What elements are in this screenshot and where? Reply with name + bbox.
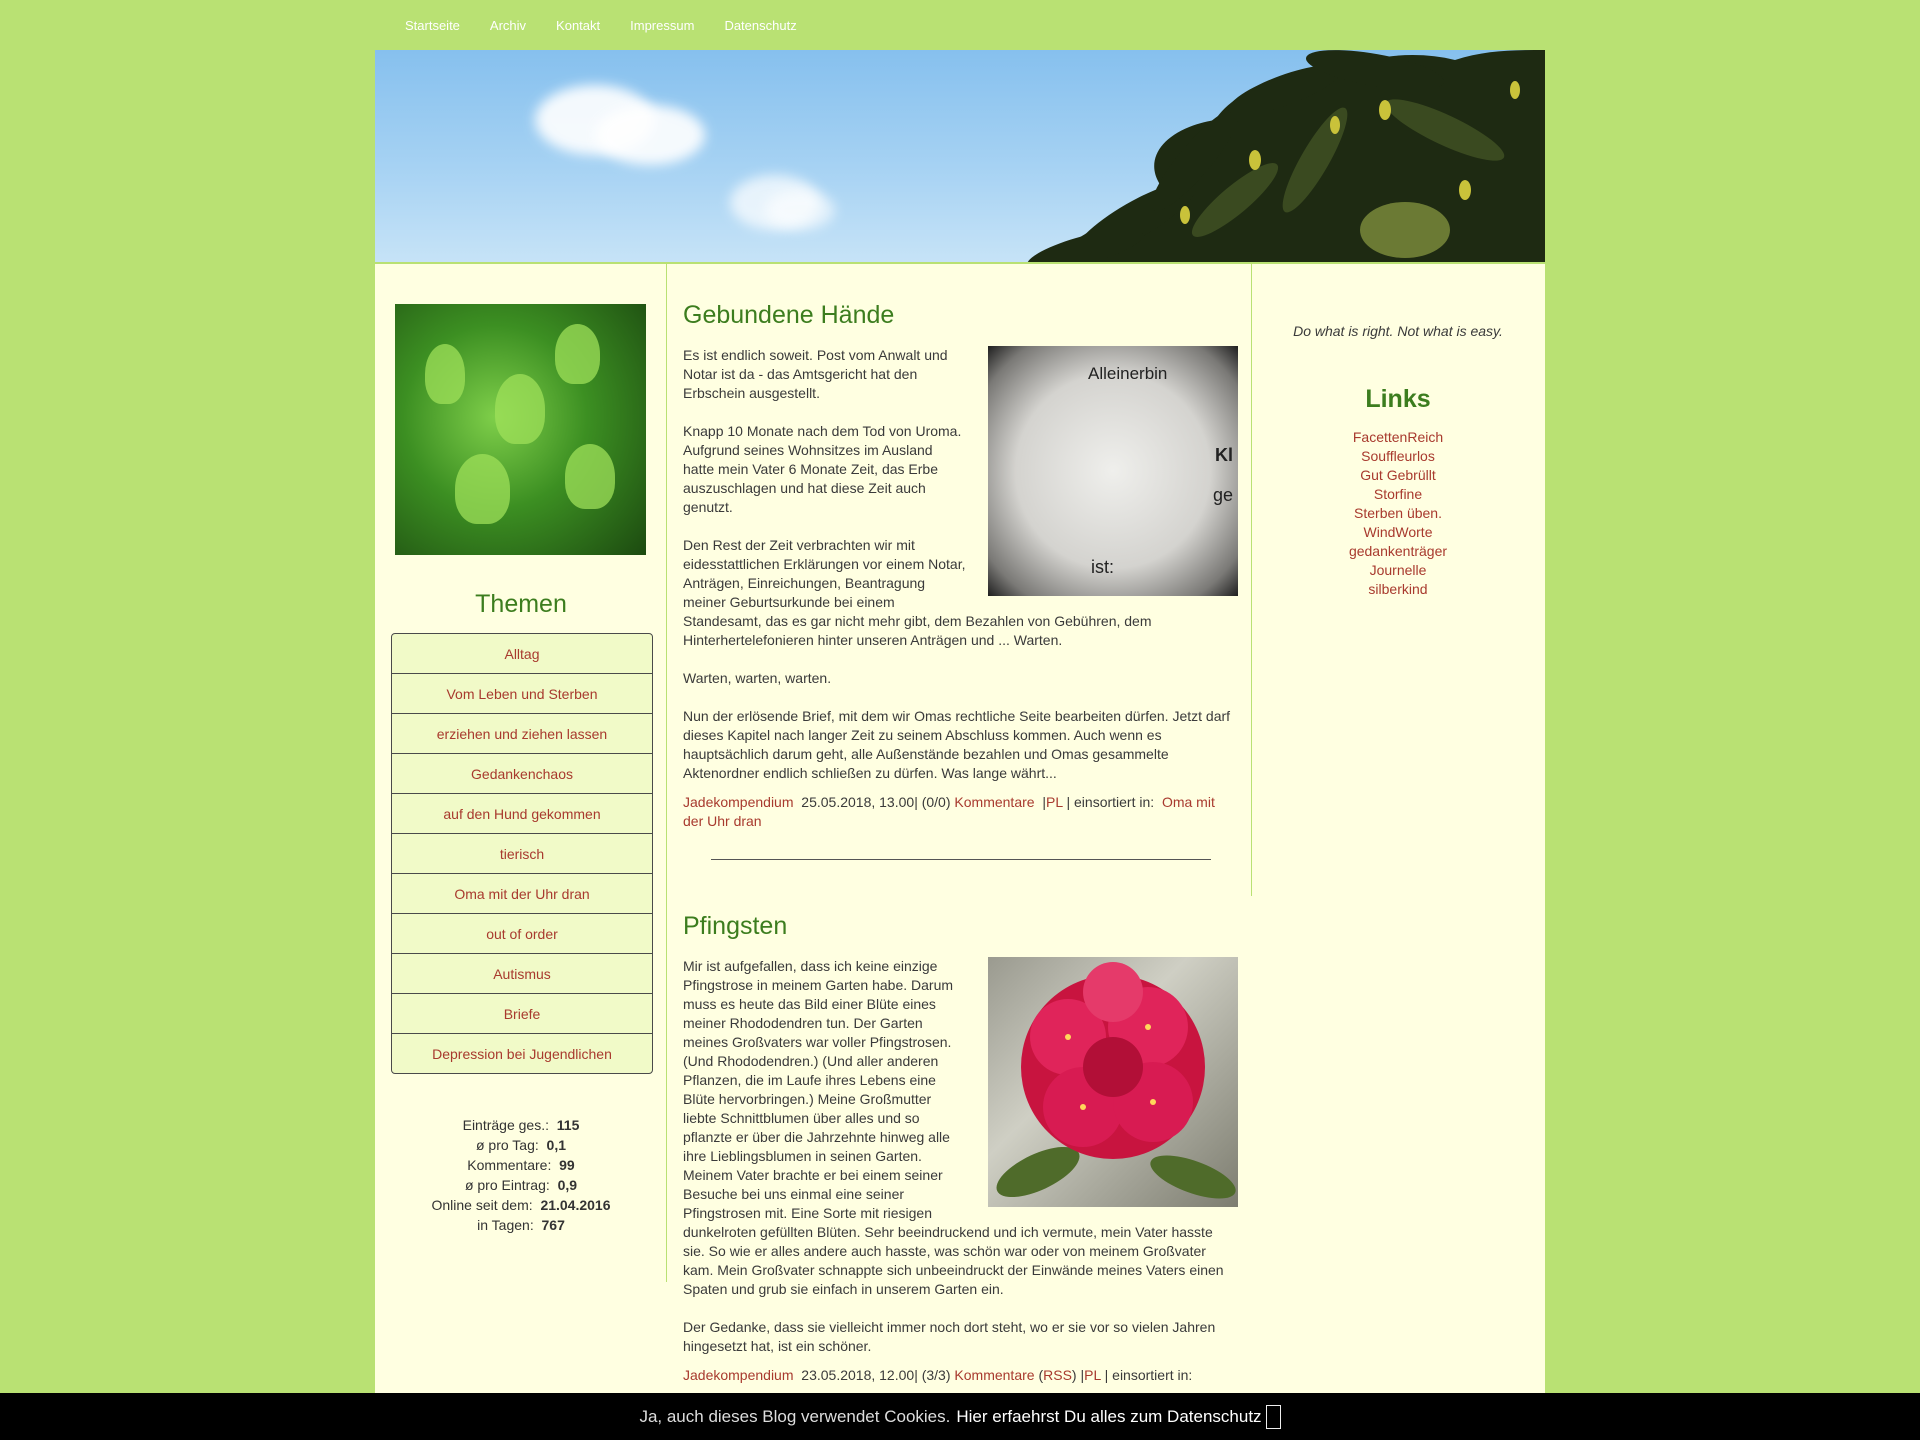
- themen-menu: [391, 633, 653, 1074]
- post-meta: Jadekompendium 25.05.2018, 13.00| (0/0) Kommentare |PL | einsortiert in: Oma mit der Uhr dran: [683, 794, 1215, 829]
- link-souffleurlos[interactable]: Souffleurlos: [1361, 448, 1435, 464]
- link-silberkind[interactable]: silberkind: [1368, 581, 1428, 597]
- post-title[interactable]: Pfingsten: [683, 912, 788, 940]
- post-paragraph: Den Rest der Zeit verbrachten wir mit eidesstattlichen Erklärungen vor einem Notar, Anträgen, Einreichungen, Beantragung meiner Geburtsurkunde bei einem Standesamt, das es gar nicht mehr gibt, dem Bezahlen von Gebühren, dem Hinterhertelefonieren hinter unseren Anträgen und ... Warten.: [683, 537, 1152, 648]
- image-text: Alleinerbin: [1088, 364, 1168, 383]
- stat-row: ø pro Tag: 0,1: [475, 1137, 567, 1153]
- themen-item-leben-sterben[interactable]: Vom Leben und Sterben: [392, 674, 652, 714]
- stat-row: in Tagen: 767: [477, 1217, 565, 1233]
- header-banner: [375, 50, 1545, 262]
- blog-stats: [391, 1115, 651, 1235]
- permalink[interactable]: PL: [1045, 794, 1063, 810]
- plant-detail: [455, 454, 510, 524]
- plant-detail: [565, 444, 615, 509]
- stat-row: Kommentare: 99: [467, 1157, 575, 1173]
- post-title[interactable]: Gebundene Hände: [683, 301, 895, 329]
- themen-item-hund[interactable]: auf den Hund gekommen: [392, 794, 652, 834]
- themen-item-gedankenchaos[interactable]: Gedankenchaos: [392, 754, 652, 794]
- stat-row: Online seit dem: 21.04.2016: [431, 1197, 611, 1213]
- post-meta: Jadekompendium 23.05.2018, 12.00| (3/3) Kommentare (RSS) |PL | einsortiert in:: [683, 1367, 1193, 1383]
- post-paragraph: Es ist endlich soweit. Post vom Anwalt und Notar ist da - das Amtsgericht hat den Erbschein ausgestellt.: [683, 347, 948, 401]
- themen-item-erziehen[interactable]: erziehen und ziehen lassen: [392, 714, 652, 754]
- post-author-link[interactable]: Jadekompendium: [683, 1367, 794, 1383]
- cloud: [765, 190, 835, 230]
- link-storfine[interactable]: Storfine: [1373, 486, 1423, 502]
- plant-detail: [555, 324, 600, 384]
- link-gut-gebruellt[interactable]: Gut Gebrüllt: [1360, 467, 1436, 483]
- image-text: ge: [1213, 485, 1234, 505]
- filed-label: einsortiert in:: [1112, 1367, 1193, 1383]
- nav-impressum[interactable]: Impressum: [630, 17, 695, 33]
- comment-count: (3/3): [921, 1367, 951, 1383]
- themen-item-alltag[interactable]: Alltag: [392, 634, 652, 674]
- post-image[interactable]: [988, 957, 1238, 1207]
- sidebar-quote: Do what is right. Not what is easy.: [1293, 323, 1503, 339]
- post-paragraph: Mir ist aufgefallen, dass ich keine einzige Pfingstrose in meinem Garten habe. Darum muss es heute das Bild einer Blüte eines meiner Rhododendren tun. Der Garten meines Großvaters war voller Pfingstrosen. (Und Rhododendren.) (Und aller anderen Pflanzen, die im Laufe ihres Lebens eine Blüte hervorbringen.) Meine Großmutter liebte Schnittblumen über alles und so pflanzte er über die Jahrzehnte hinweg alle ihre Lieblingsblumen in seinen Garten. Meinem Vater brachte er bei einem seiner Besuche bei uns einmal eine seiner Pfingstrosen mit. Eine Sorte mit riesigen dunkelroten gefüllten Blüten. Sehr beeindruckend und ich vermute, mein Vater hasste sie. So wie er alles andere auch hasste, was schön war oder von meinem Großvater kam. Mein Großvater schnappte sich unbeeindruckt der Einwände meines Vaters einen Spaten und grub sie einfach in unserem Garten ein.: [683, 958, 1224, 1297]
- post-paragraph: Warten, warten, warten.: [683, 670, 832, 686]
- themen-item-depression[interactable]: Depression bei Jugendlichen: [432, 1045, 612, 1062]
- filed-label: einsortiert in:: [1074, 794, 1155, 810]
- post-author-link[interactable]: Jadekompendium: [683, 794, 794, 810]
- link-journelle[interactable]: Journelle: [1369, 562, 1427, 578]
- themen-item-oma[interactable]: Oma mit der Uhr dran: [392, 874, 652, 914]
- links-heading: Links: [1365, 385, 1431, 413]
- post-pfingsten: [683, 911, 1238, 1385]
- nav-datenschutz[interactable]: Datenschutz: [724, 17, 797, 33]
- permalink[interactable]: PL: [1084, 1367, 1101, 1383]
- nav-startseite[interactable]: Startseite: [405, 17, 460, 33]
- comment-count: (0/0): [921, 794, 951, 810]
- cookie-close-button[interactable]: [1266, 1405, 1281, 1429]
- post-paragraph: Knapp 10 Monate nach dem Tod von Uroma. Aufgrund seines Wohnsitzes im Ausland hatte mein Vater 6 Monate Zeit, das Erbe auszuschlagen und hat diese Zeit auch genutzt.: [683, 423, 962, 515]
- column-divider-left: [666, 262, 667, 1282]
- nav-kontakt[interactable]: Kontakt: [556, 17, 601, 33]
- rhododendron-flower: [988, 957, 1238, 1207]
- plant-detail: [495, 374, 545, 444]
- category-link[interactable]: Oma mit der Uhr dran: [683, 794, 1215, 829]
- themen-item-tierisch[interactable]: tierisch: [392, 834, 652, 874]
- themen-heading: Themen: [475, 590, 567, 618]
- link-windworte[interactable]: WindWorte: [1363, 524, 1433, 540]
- post-separator: [711, 859, 1211, 860]
- cookie-banner: [0, 1393, 1920, 1440]
- nav-archiv[interactable]: Archiv: [489, 17, 527, 33]
- cookie-privacy-link[interactable]: Hier erfaehrst Du alles zum Datenschutz: [956, 1406, 1262, 1426]
- post-datetime: 25.05.2018, 13.00: [801, 794, 915, 810]
- themen-item-autismus[interactable]: Autismus: [392, 954, 652, 994]
- link-sterben-ueben[interactable]: Sterben üben.: [1354, 505, 1442, 521]
- link-gedankentraeger[interactable]: gedankenträger: [1348, 543, 1448, 559]
- stat-row: Einträge ges.: 115: [462, 1117, 580, 1133]
- cookie-text: Ja, auch dieses Blog verwendet Cookies.: [639, 1406, 951, 1426]
- themen-item-out-of-order[interactable]: out of order: [392, 914, 652, 954]
- plant-detail: [425, 344, 465, 404]
- post-paragraph: Nun der erlösende Brief, mit dem wir Omas rechtliche Seite bearbeiten dürfen. Jetzt darf dieses Kapitel nach langer Zeit zu seinem Abschluss kommen. Auch wenn es hauptsächlich darum geht, alle Außenstände bezahlen und Omas gesammelte Aktenordner endlich schließen zu dürfen. Was lange währt...: [683, 708, 1231, 781]
- themen-item-briefe[interactable]: Briefe: [392, 994, 652, 1034]
- image-text: Kl: [1215, 445, 1233, 465]
- stat-row: ø pro Eintrag: 0,9: [464, 1177, 578, 1193]
- top-nav: [375, 0, 812, 50]
- rss-link[interactable]: RSS: [1043, 1367, 1072, 1383]
- image-text: ist:: [1091, 557, 1115, 577]
- links-list: [1270, 428, 1526, 599]
- post-datetime: 23.05.2018, 12.00: [801, 1367, 915, 1383]
- cloud: [595, 105, 705, 165]
- header-divider: [375, 262, 1545, 264]
- rhododendron-foliage: [985, 50, 1545, 262]
- column-divider-right: [1251, 262, 1252, 896]
- post-body: [683, 957, 1238, 1356]
- comments-link[interactable]: Kommentare: [954, 1367, 1035, 1383]
- sidebar-photo: [395, 304, 646, 555]
- post-paragraph: Der Gedanke, dass sie vielleicht immer noch dort steht, wo er sie vor so vielen Jahren hingesetzt hat, ist ein schöner.: [683, 1319, 1216, 1354]
- post-gebundene-haende: [683, 300, 1238, 860]
- comments-link[interactable]: Kommentare: [954, 794, 1035, 810]
- link-facettenreich[interactable]: FacettenReich: [1352, 429, 1444, 445]
- post-image[interactable]: [988, 346, 1238, 596]
- post-body: [683, 346, 1238, 783]
